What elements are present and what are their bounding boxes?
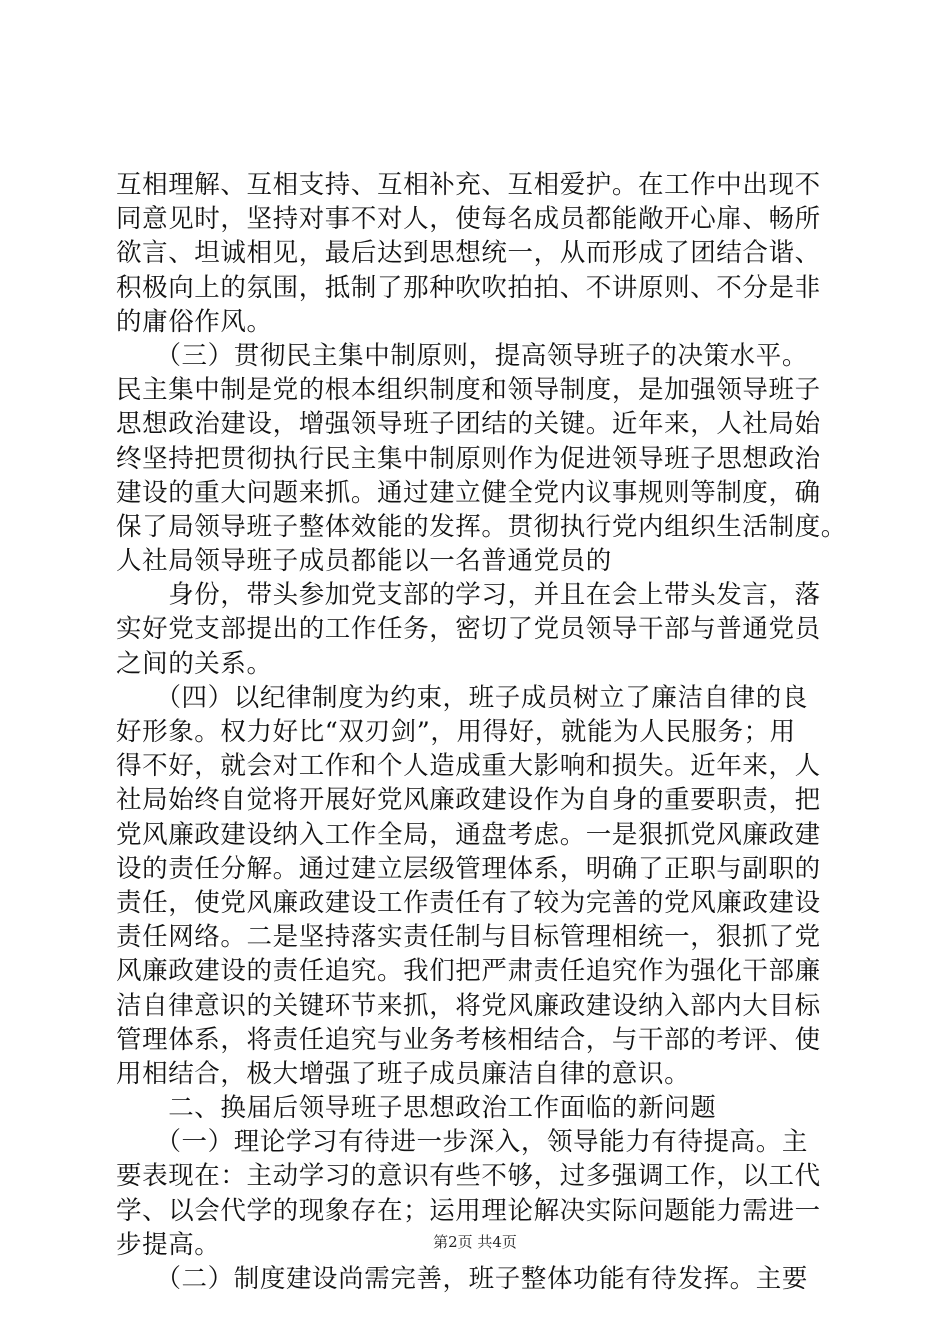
text-line: 建设的重大问题来抓。通过建立健全党内议事规则等制度，确 — [116, 477, 821, 508]
text-line: 责任网络。二是坚持落实责任制与目标管理相统一，狠抓了党 — [116, 922, 821, 953]
text-line: 要表现在：主动学习的意识有些不够，过多强调工作，以工代 — [116, 1161, 821, 1192]
section-heading-2: （二）制度建设尚需完善，班子整体功能有待发挥。主要 — [116, 1264, 808, 1294]
text-line: 欲言、坦诚相见，最后达到思想统一，从而形成了团结合谐、 — [116, 238, 821, 269]
text-line: 之间的关系。 — [116, 648, 273, 679]
part-heading-2: 二、换届后领导班子思想政治工作面临的新问题 — [116, 1093, 717, 1124]
text-line: 民主集中制是党的根本组织制度和领导制度，是加强领导班子 — [116, 375, 821, 406]
text-line: 好形象。权力好比“双刃剑”，用得好，就能为人民服务；用 — [116, 717, 796, 747]
text-line: 党风廉政建设纳入工作全局，通盘考虑。一是狠抓党风廉政建 — [116, 819, 821, 850]
text-line: 积极向上的氛围，抵制了那种吹吹拍拍、不讲原则、不分是非 — [116, 272, 821, 303]
text-line: 保了局领导班子整体效能的发挥。贯彻执行党内组织生活制度。 — [116, 511, 847, 542]
text-line: 终坚持把贯彻执行民主集中制原则作为促进领导班子思想政治 — [116, 443, 821, 474]
text-line: 的庸俗作风。 — [116, 306, 273, 337]
section-heading-1: （一）理论学习有待进一步深入，领导能力有待提高。主 — [116, 1127, 808, 1158]
text-line: 管理体系，将责任追究与业务考核相结合，与干部的考评、使 — [116, 1024, 821, 1055]
document-body — [116, 168, 847, 1296]
text-line: 学、以会代学的现象存在；运用理论解决实际问题能力需进一 — [116, 1195, 821, 1226]
text-line: 身份，带头参加党支部的学习，并且在会上带头发言，落 — [116, 580, 821, 611]
page-number: 第2页 共4页 — [433, 1233, 517, 1251]
text-line: 互相理解、互相支持、互相补充、互相爱护。在工作中出现不 — [116, 170, 821, 200]
section-heading-4: （四）以纪律制度为约束，班子成员树立了廉洁自律的良 — [116, 682, 808, 713]
page-footer — [0, 1232, 950, 1252]
text-line: 实好党支部提出的工作任务，密切了党员领导干部与普通党员 — [116, 614, 821, 645]
text-line: 人社局领导班子成员都能以一名普通党员的 — [116, 546, 612, 577]
text-line: 社局始终自觉将开展好党风廉政建设作为自身的重要职责，把 — [116, 785, 821, 816]
text-line: 步提高。 — [116, 1229, 221, 1260]
text-line: 用相结合，极大增强了班子成员廉洁自律的意识。 — [116, 1058, 691, 1089]
text-line: 设的责任分解。通过建立层级管理体系，明确了正职与副职的 — [116, 853, 821, 884]
section-heading-3: （三）贯彻民主集中制原则，提高领导班子的决策水平。 — [116, 340, 808, 371]
text-line: 风廉政建设的责任追究。我们把严肃责任追究作为强化干部廉 — [116, 956, 821, 987]
text-line: 洁自律意识的关键环节来抓，将党风廉政建设纳入部内大目标 — [116, 990, 821, 1021]
text-line: 同意见时，坚持对事不对人，使每名成员都能敞开心扉、畅所 — [116, 204, 821, 235]
text-line: 责任，使党风廉政建设工作责任有了较为完善的党风廉政建设 — [116, 887, 821, 918]
text-line: 得不好，就会对工作和个人造成重大影响和损失。近年来，人 — [116, 751, 821, 782]
text-line: 思想政治建设，增强领导班子团结的关键。近年来，人社局始 — [116, 409, 821, 440]
